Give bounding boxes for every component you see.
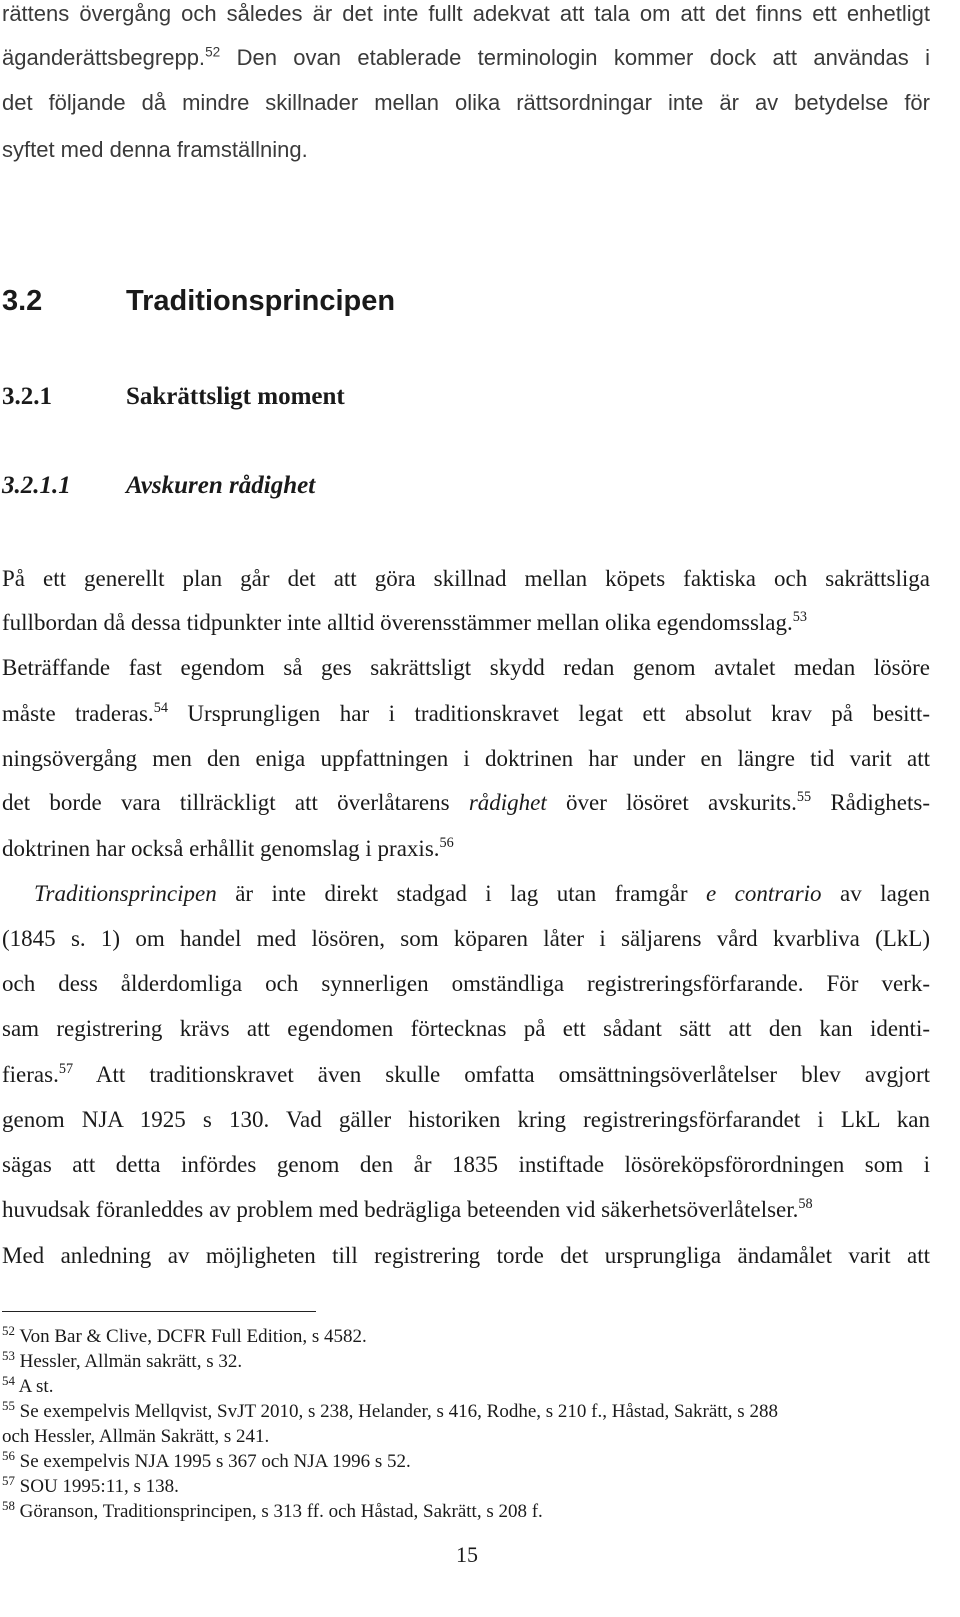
footnote-number: 57: [2, 1472, 15, 1488]
text-run: fullbordan då dessa tidpunkter inte alltid överensstämmer mellan olika egendomsslag.: [2, 610, 793, 635]
text-run: äganderättsbegrepp.: [2, 45, 206, 70]
footnote: [2, 1347, 930, 1374]
footnote: [2, 1322, 930, 1349]
footnote-ref: 58: [798, 1196, 813, 1213]
paragraph-line: [2, 925, 930, 953]
footnote: [2, 1397, 930, 1424]
text-run: och dess ålderdomliga och synnerligen omständliga registreringsförfarande. För verk-: [2, 971, 930, 996]
text-run: måste traderas.: [2, 701, 154, 726]
footnote-number: 52: [2, 1322, 15, 1338]
footnote-continuation: [2, 1425, 930, 1449]
footnote: [2, 1497, 930, 1524]
paragraph-line: [2, 1015, 930, 1043]
footnote-ref: 55: [796, 789, 812, 806]
paragraph-line: [2, 1061, 930, 1089]
paragraph-line: [2, 789, 930, 817]
text-run: Den ovan etablerade terminologin kommer dock att användas i: [220, 45, 930, 70]
subsection-number: 3.2.1: [2, 383, 52, 410]
text-run: Med anledning av möjligheten till registrering torde det ursprungliga ändamålet varit att: [2, 1243, 930, 1268]
footnote-number: 53: [2, 1347, 15, 1363]
subsubsection-heading: [2, 471, 315, 501]
text-run: det borde vara tillräckligt att överlåtarens: [2, 790, 469, 815]
emphasis: e contrario: [706, 881, 822, 906]
footnote-ref: 56: [439, 835, 454, 852]
text-run: Att traditionskravet även skulle omfatta omsättningsöverlåtelser blev avgjort: [73, 1062, 930, 1087]
footnote-text: och Hessler, Allmän Sakrätt, s 241.: [2, 1426, 270, 1447]
text-run: ningsövergång men den eniga uppfattningen i doktrinen har under en längre tid varit att: [2, 746, 930, 771]
footnote-number: 54: [2, 1372, 15, 1388]
subsubsection-number: 3.2.1.1: [2, 472, 71, 499]
text-run: doktrinen har också erhållit genomslag i praxis.: [2, 836, 440, 861]
footnote: [2, 1472, 930, 1499]
emphasis: rådighet: [468, 790, 547, 815]
subsection-heading: [2, 382, 345, 412]
text-run: huvudsak föranleddes av problem med bedrägliga beteenden vid säkerhetsöverlåtelser.: [2, 1197, 799, 1222]
emphasis: Traditionsprincipen: [34, 881, 217, 906]
text-run: är inte direkt stadgad i lag utan framgår: [216, 881, 706, 906]
section-title: Traditionsprincipen: [126, 285, 396, 317]
text-run: Rådighets-: [811, 790, 930, 815]
footnote-ref: 54: [153, 700, 168, 717]
footnote-separator: [2, 1311, 316, 1312]
subsection-title: Sakrättsligt moment: [126, 383, 345, 410]
paragraph-line: [2, 44, 930, 72]
footnote-number: 56: [2, 1447, 15, 1463]
text-run: fieras.: [2, 1062, 59, 1087]
paragraph-line: [2, 609, 930, 637]
footnote-text: SOU 1995:11, s 138.: [14, 1476, 179, 1497]
subsubsection-title: Avskuren rådighet: [126, 472, 316, 499]
footnote-text: Von Bar & Clive, DCFR Full Edition, s 4582.: [14, 1326, 367, 1347]
text-run: sam registrering krävs att egendomen förtecknas på ett sådant sätt att den kan identi-: [2, 1016, 930, 1041]
paragraph-line: [2, 745, 930, 773]
footnote-text: A st.: [14, 1376, 54, 1397]
paragraph-line: [2, 1196, 930, 1224]
text-run: det följande då mindre skillnader mellan olika rättsordningar inte är av betydelse för: [2, 90, 930, 115]
section-number: 3.2: [2, 285, 43, 317]
text-run: På ett generellt plan går det att göra skillnad mellan köpets faktiska och sakrättsliga: [2, 566, 930, 591]
text-run: över lösöret avskurits.: [546, 790, 797, 815]
footnote-ref: 52: [205, 44, 221, 60]
footnote: [2, 1372, 930, 1399]
footnote-text: Hessler, Allmän sakrätt, s 32.: [14, 1351, 243, 1372]
paragraph-line: [34, 880, 930, 908]
footnote-ref: 53: [792, 609, 807, 626]
paragraph-line: [2, 700, 930, 728]
paragraph-line: [2, 1151, 930, 1179]
paragraph-line: [2, 970, 930, 998]
text-run: (1845 s. 1) om handel med lösören, som köparen låter i säljarens vård kvarbliva (LkL): [2, 926, 930, 951]
paragraph-line: [2, 835, 930, 863]
paragraph-line: [2, 0, 930, 28]
text-run: Ursprungligen har i traditionskravet legat ett absolut krav på besitt-: [167, 701, 930, 726]
footnote-text: Göranson, Traditionsprincipen, s 313 ff. och Håstad, Sakrätt, s 208 f.: [14, 1501, 543, 1522]
paragraph-line: [2, 654, 930, 682]
text-run: rättens övergång och således är det inte fullt adekvat att tala om att det finns ett enhetligt: [2, 1, 930, 26]
page-number: 15: [456, 1542, 478, 1567]
paragraph-line: [2, 1242, 930, 1270]
text-run: genom NJA 1925 s 130. Vad gäller historiken kring registreringsförfarandet i LkL kan: [2, 1107, 930, 1132]
text-run: sägas att detta infördes genom den år 1835 instiftade lösöreköpsförordningen som i: [2, 1152, 930, 1177]
footnote-ref: 57: [58, 1061, 74, 1078]
footnote-text: Se exempelvis NJA 1995 s 367 och NJA 1996 s 52.: [14, 1451, 411, 1472]
text-run: syftet med denna framställning.: [2, 137, 308, 162]
footnote-number: 58: [2, 1497, 15, 1513]
footnote: [2, 1447, 930, 1474]
text-run: Beträffande fast egendom så ges sakrättsligt skydd redan genom avtalet medan lösöre: [2, 655, 930, 680]
footnote-text: Se exempelvis Mellqvist, SvJT 2010, s 238, Helander, s 416, Rodhe, s 210 f., Håstad, Sakrätt, s 288: [14, 1401, 778, 1422]
text-run: av lagen: [821, 881, 930, 906]
paragraph-line: [2, 136, 930, 164]
paragraph-line: [2, 565, 930, 593]
section-heading: [2, 284, 395, 318]
footnote-number: 55: [2, 1397, 15, 1413]
paragraph-line: [2, 89, 930, 117]
paragraph-line: [2, 1106, 930, 1134]
